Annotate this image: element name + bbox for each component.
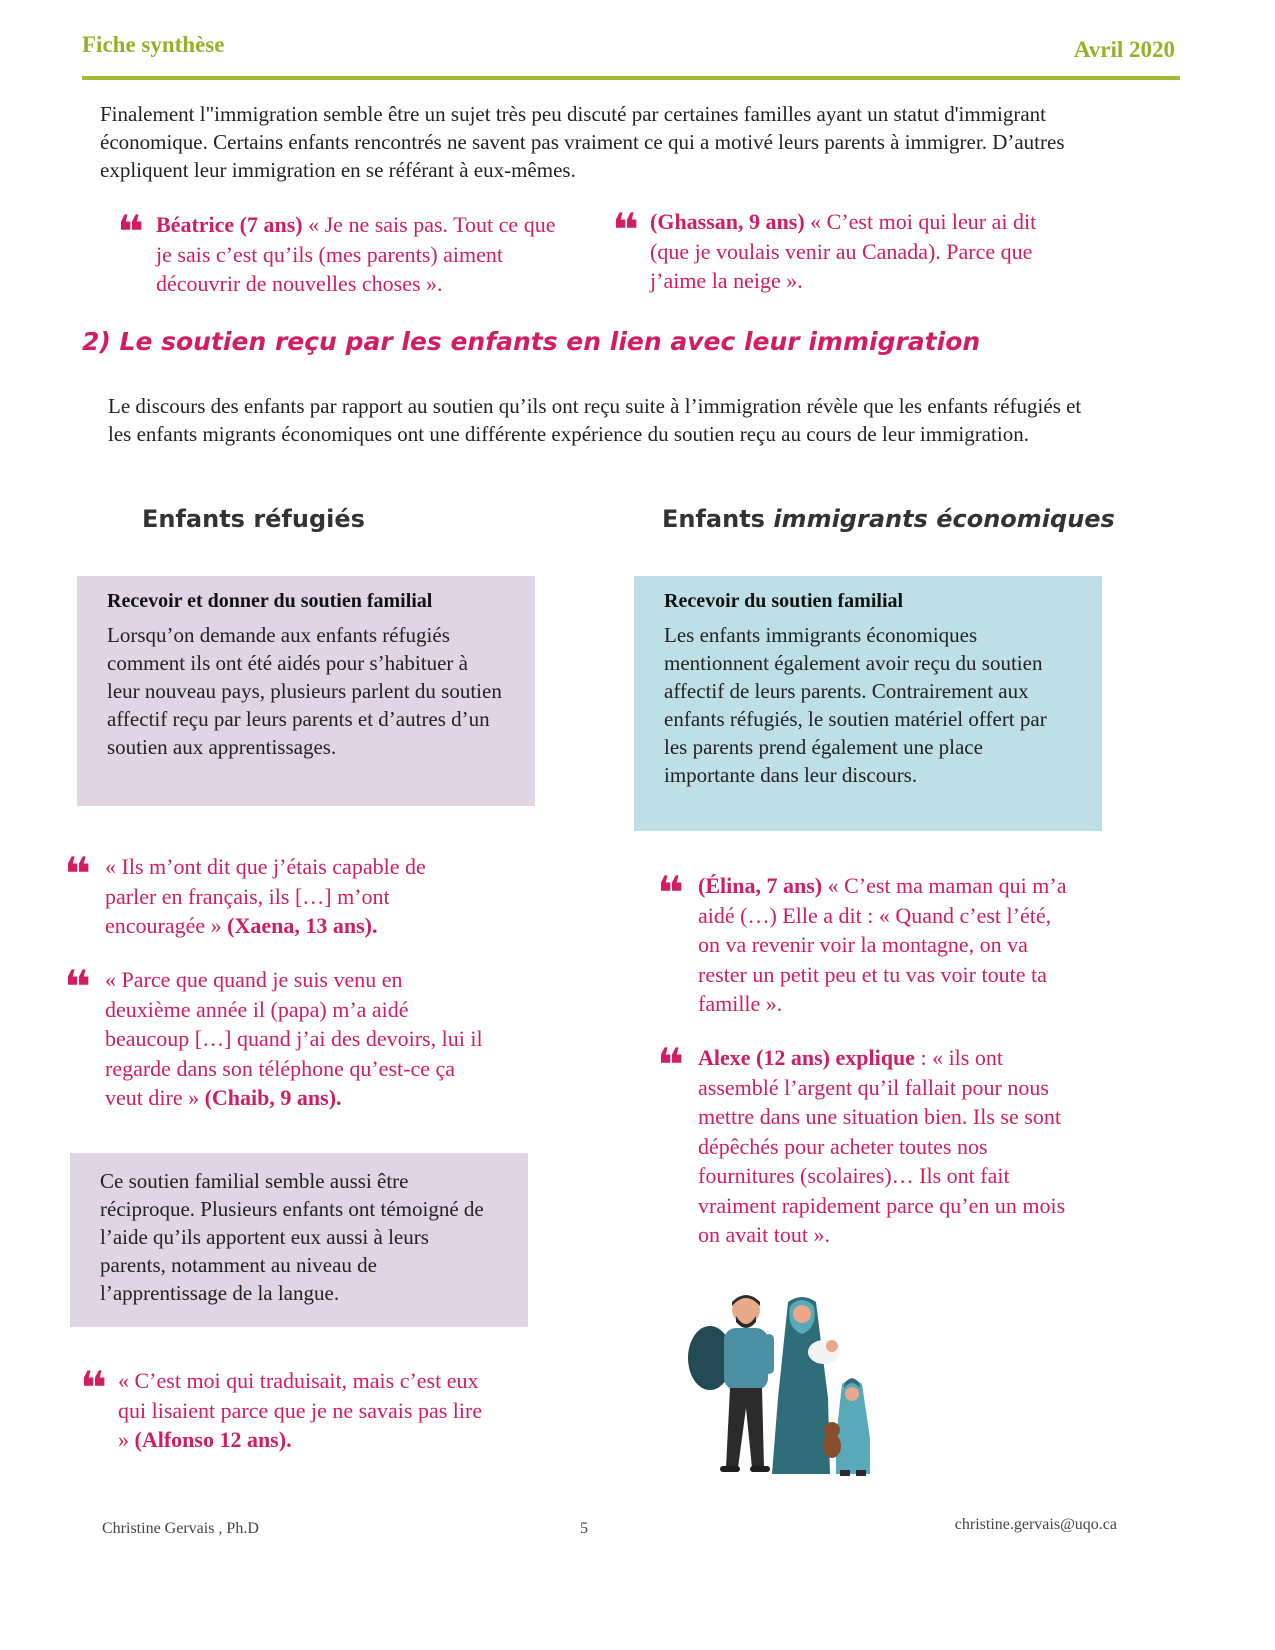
quote-speaker: Alexe (12 ans) explique <box>698 1045 915 1070</box>
refugees-support-box <box>77 576 535 806</box>
family-illustration <box>680 1288 900 1488</box>
quote-text: : « ils ont assemblé l’argent qu’il fallait pour nous mettre dans une situation bien. Ils se sont dépêchés pour acheter toutes nos fournitures (scolaires)… Ils ont fait vraiment rapidement parce qu’en un mois on avait tout ». <box>698 1045 1066 1247</box>
quote-beatrice <box>156 210 576 299</box>
quote-alexe <box>698 1043 1088 1250</box>
reciprocal-support-box <box>70 1153 528 1327</box>
quote-xaena <box>105 852 465 941</box>
economic-support-box <box>634 576 1102 831</box>
header-date: Avril 2020 <box>1073 37 1175 62</box>
quote-speaker: (Ghassan, 9 ans) <box>650 209 805 234</box>
box-text: Les enfants immigrants économiques mentionnent également avoir reçu du soutien affectif de leurs parents. Contrairement aux enfants réfugiés, le soutien matériel offert par les parents prend également une place importante dans leur discours. <box>664 623 1047 787</box>
box-text: Ce soutien familial semble aussi être réciproque. Plusieurs enfants ont témoigné de l’aide qu’ils apportent eux aussi à leurs parents, notamment au niveau de l’apprentissage de la langue. <box>100 1169 484 1305</box>
box-title: Recevoir et donner du soutien familial <box>107 590 433 612</box>
header-title: Fiche synthèse <box>82 32 225 57</box>
quote-mark-icon: ❝ <box>657 1038 678 1092</box>
quote-ghassan <box>650 207 1050 296</box>
quote-mark-icon: ❝ <box>64 960 85 1014</box>
quote-text: « C’est moi qui leur ai dit (que je voulais venir au Canada). Parce que j’aime la neige ». <box>650 209 1037 293</box>
quote-speaker: Béatrice (7 ans) <box>156 212 303 237</box>
quote-speaker: (Alfonso 12 ans). <box>134 1427 292 1452</box>
box-text: Lorsqu’on demande aux enfants réfugiés comment ils ont été aidés pour s’habituer à leur nouveau pays, plusieurs parlent du soutien affectif reçu par leurs parents et d’autres d’un soutien aux apprentissages. <box>107 623 502 759</box>
section-paragraph: Le discours des enfants par rapport au soutien qu’ils ont reçu suite à l’immigration révèle que les enfants réfugiés et les enfants migrants économiques ont une différente expérience du soutien reçu au cours de leur immigration. <box>108 394 1082 446</box>
box-title: Recevoir du soutien familial <box>664 590 904 612</box>
quote-chaib <box>105 965 485 1113</box>
quote-text: « C’est moi qui traduisait, mais c’est eux qui lisaient parce que je ne savais pas lire » <box>118 1368 483 1452</box>
quote-text: « Ils m’ont dit que j’étais capable de parler en français, ils […] m’ont encouragée » <box>105 854 426 938</box>
header-rule <box>82 76 1180 80</box>
footer-page-number: 5 <box>580 1520 588 1537</box>
quote-mark-icon: ❝ <box>80 1361 101 1415</box>
left-column-heading: Enfants réfugiés <box>142 505 365 533</box>
quote-mark-icon: ❝ <box>117 205 138 259</box>
quote-mark-icon: ❝ <box>64 847 85 901</box>
quote-alfonso <box>118 1366 498 1455</box>
quote-speaker: (Chaib, 9 ans). <box>204 1085 342 1110</box>
footer-email[interactable]: christine.gervais@uqo.ca <box>954 1516 1117 1533</box>
footer-author: Christine Gervais , Ph.D <box>102 1520 259 1537</box>
quote-speaker: (Élina, 7 ans) <box>698 873 823 898</box>
quote-mark-icon: ❝ <box>657 866 678 920</box>
intro-paragraph: Finalement l"immigration semble être un sujet très peu discuté par certaines familles ayant un statut d'immigrant économique. Certains enfants rencontrés ne savent pas vraiment ce qui a motivé leurs parents à immigrer. D’autres expliquent leur immigration en se référant à eux-mêmes. <box>100 102 1065 182</box>
quote-text: « Je ne sais pas. Tout ce que je sais c’est qu’ils (mes parents) aiment découvrir de nouvelles choses ». <box>156 212 556 296</box>
section-title: 2) Le soutien reçu par les enfants en lien avec leur immigration <box>82 327 981 356</box>
right-column-heading: Enfants immigrants économiques <box>662 505 1115 533</box>
quote-text: « C’est ma maman qui m’a aidé (…) Elle a dit : « Quand c’est l’été, on va revenir voir la montagne, on va rester un petit peu et tu vas voir toute ta famille ». <box>698 873 1067 1016</box>
quote-elina <box>698 871 1078 1019</box>
quote-speaker: (Xaena, 13 ans). <box>227 913 378 938</box>
quote-text: « Parce que quand je suis venu en deuxième année il (papa) m’a aidé beaucoup […] quand j’ai des devoirs, lui il regarde dans son téléphone qu’est-ce ça veut dire » <box>105 967 483 1110</box>
quote-mark-icon: ❝ <box>612 203 633 257</box>
